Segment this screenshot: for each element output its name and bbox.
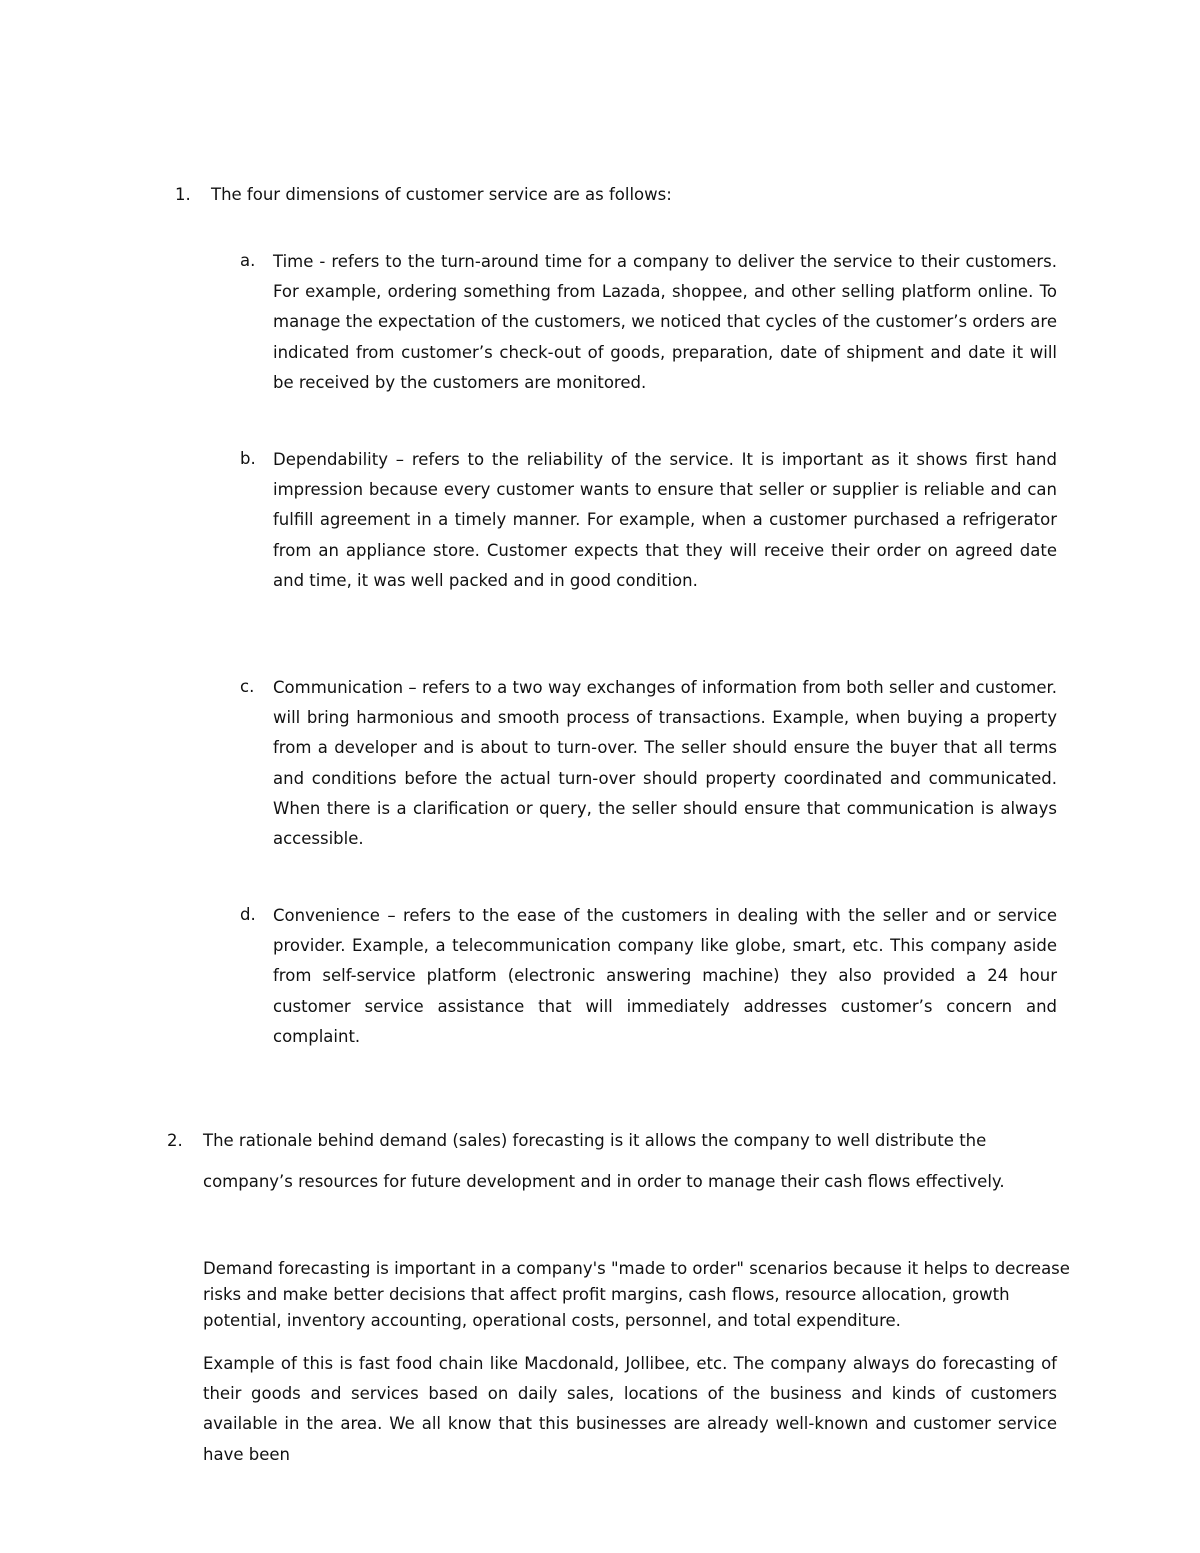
item-c-letter: c. xyxy=(240,677,255,696)
example-paragraph: Example of this is fast food chain like Macdonald, Jollibee, etc. The company always do forecasting of their goods and services based on daily sales, locations of the business and kinds of customers available in the area. We all know that this businesses are already well-known and customer service have been xyxy=(203,1354,1057,1464)
item-b-text: Dependability – refers to the reliability of the service. It is important as it shows first hand impression because every customer wants to ensure that seller or supplier is reliable and can fulfill agreement in a timely manner. For example, when a customer purchased a refrigerator from an appliance store. Customer expects that they will receive their order on agreed date and time, it was well packed and in good condition. xyxy=(273,450,1057,590)
item-d-text: Convenience – refers to the ease of the customers in dealing with the seller and or service provider. Example, a telecommunication company like globe, smart, etc. This company aside from self-service platform (electronic answering machine) they also provided a 24 hour customer service assistance that will immediately addresses customer’s concern and complaint. xyxy=(273,906,1057,1046)
question-1-number: 1. xyxy=(175,185,191,204)
item-c-text: Communication – refers to a two way exchanges of information from both seller and customer. will bring harmonious and smooth process of transactions. Example, when buying a property from a developer and is about to turn-over. The seller should ensure the buyer that all terms and conditions before the actual turn-over should property coordinated and communicated. When there is a clarification or query, the seller should ensure that communication is always accessible. xyxy=(273,678,1057,849)
question-2-number: 2. xyxy=(167,1131,183,1150)
item-b-letter: b. xyxy=(240,449,256,468)
question-2-line-2: company’s resources for future development and in order to manage their cash flows effectively. xyxy=(203,1172,1005,1191)
question-1-intro: The four dimensions of customer service are as follows: xyxy=(211,185,672,204)
item-a-letter: a. xyxy=(240,251,256,270)
item-d-letter: d. xyxy=(240,905,256,924)
item-a-text: Time - refers to the turn-around time for a company to deliver the service to their customers. For example, ordering something from Lazada, shoppee, and other selling platform online. To manage the expectation of the customers, we noticed that cycles of the customer’s orders are indicated from customer’s check-out of goods, preparation, date of shipment and date it will be received by the customers are monitored. xyxy=(273,252,1057,392)
demand-forecasting-paragraph: Demand forecasting is important in a company's "made to order" scenarios because it helps to decrease risks and make better decisions that affect profit margins, cash flows, resource allocation, growth potential, inventory accounting, operational costs, personnel, and total expenditure. xyxy=(203,1259,1070,1330)
question-2-line-1: The rationale behind demand (sales) forecasting is it allows the company to well distribute the xyxy=(203,1131,987,1150)
